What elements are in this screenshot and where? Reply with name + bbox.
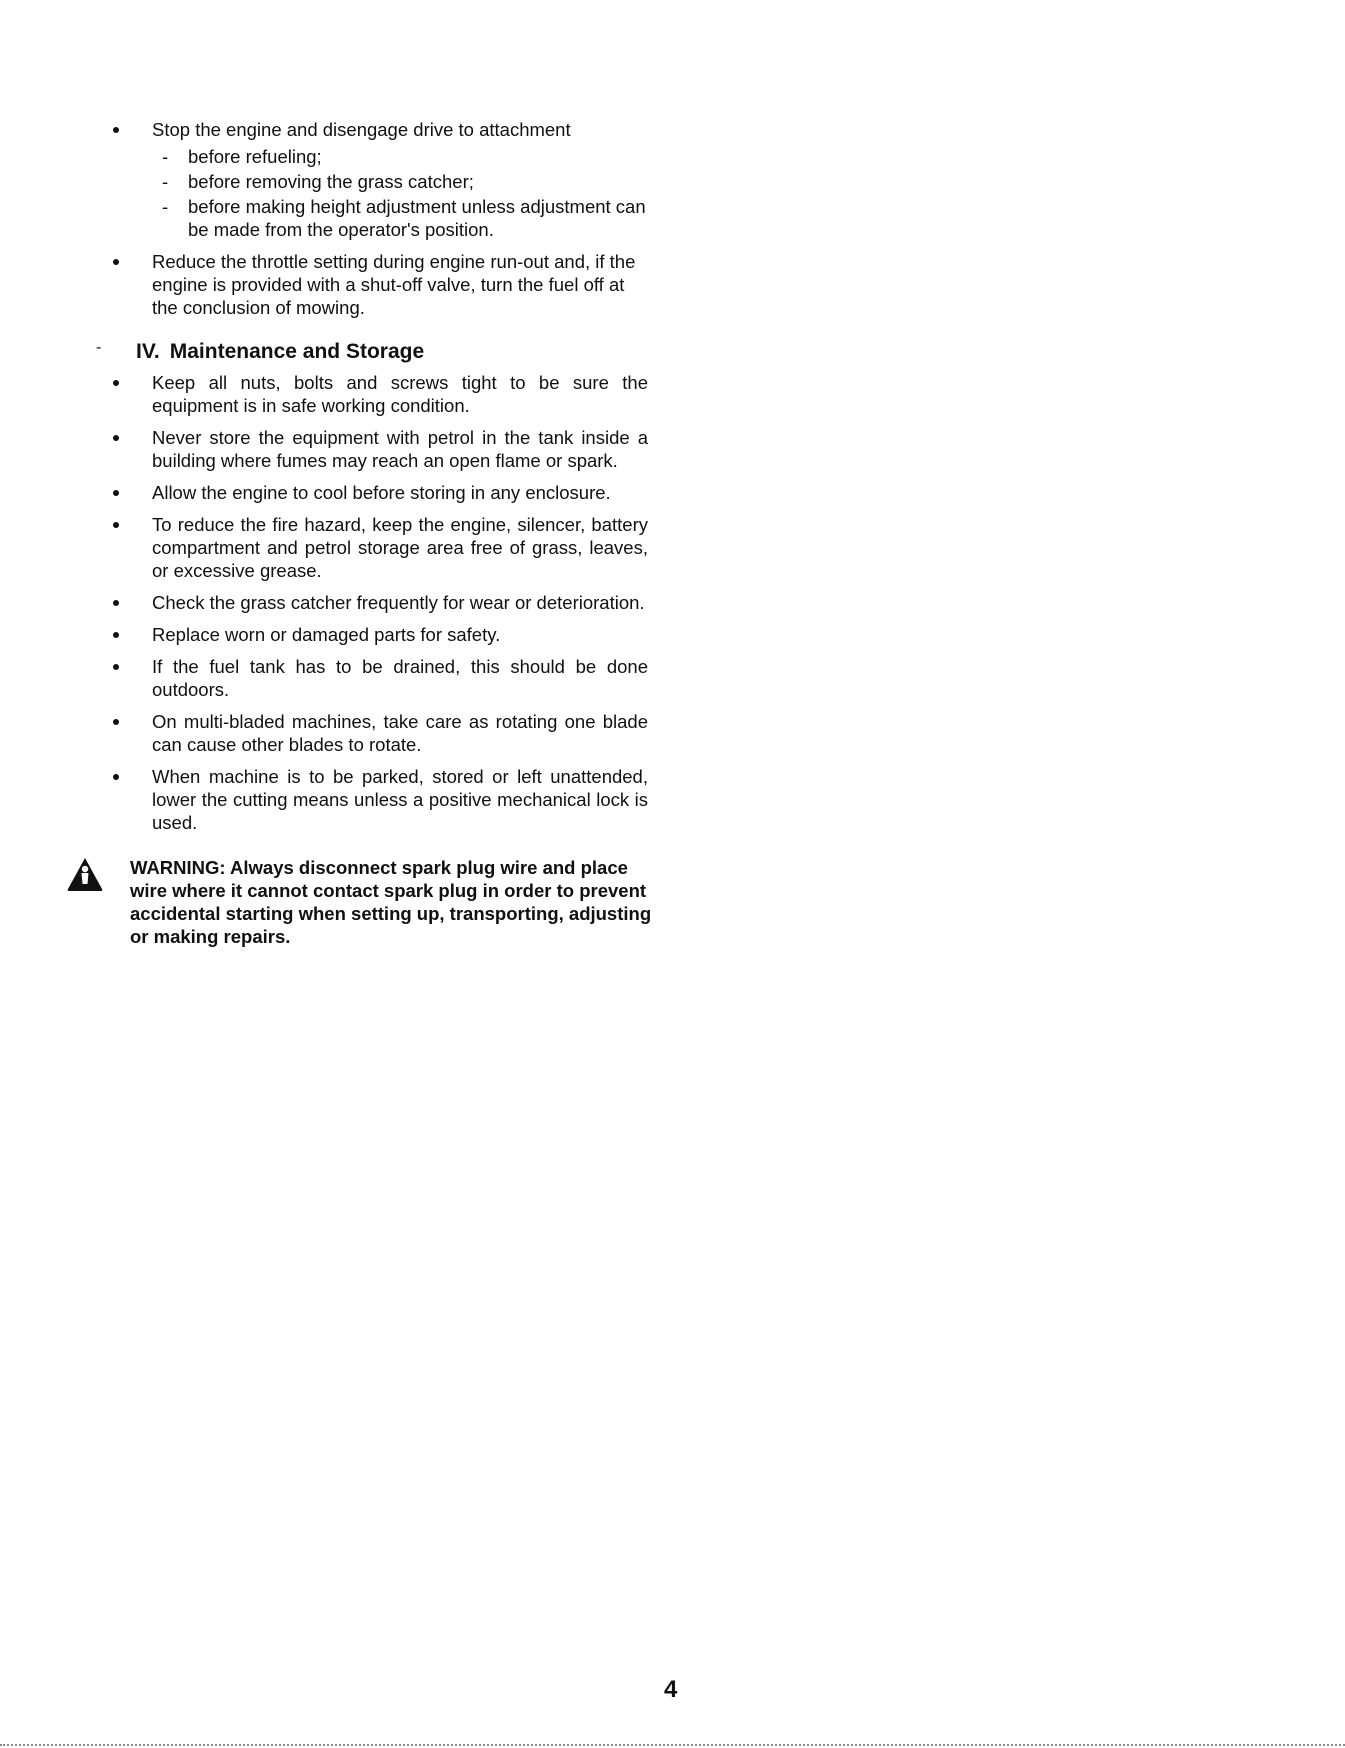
sub-list-item: - before making height adjustment unless adjustment can be made from the operator's position.	[162, 196, 646, 240]
bullet-icon	[113, 127, 119, 133]
bullet-icon	[113, 490, 119, 496]
section-heading	[96, 339, 648, 365]
bullet-icon	[113, 632, 119, 638]
dash-icon: -	[162, 146, 169, 167]
sub-list-item: - before removing the grass catcher;	[162, 171, 474, 192]
warning-block	[82, 856, 660, 948]
list-item	[100, 426, 648, 472]
margin-mark: -	[96, 339, 102, 356]
list-item	[100, 710, 648, 756]
bullet-icon	[113, 719, 119, 725]
bullet-text: When machine is to be parked, stored or left unattended, lower the cutting means unless a positive mechanical lock is used.	[152, 766, 648, 833]
list-item	[100, 655, 648, 701]
dash-icon: -	[162, 171, 169, 192]
section-title: Maintenance and Storage	[169, 340, 425, 363]
list-item	[100, 250, 648, 319]
bullet-text: Reduce the throttle setting during engine run-out and, if the engine is provided with a shut-off valve, turn the fuel off at the conclusion of mowing.	[152, 251, 636, 318]
sub-list	[152, 145, 648, 241]
list-item	[100, 481, 648, 504]
bullet-icon	[113, 380, 119, 386]
sub-list-item: - before refueling;	[162, 146, 322, 167]
bullet-text: Keep all nuts, bolts and screws tight to be sure the equipment is in safe working condition.	[152, 372, 648, 416]
bullet-text: On multi-bladed machines, take care as rotating one blade can cause other blades to rotate.	[152, 711, 648, 755]
bullet-text: Never store the equipment with petrol in the tank inside a building where fumes may reach an open flame or spark.	[152, 427, 648, 471]
list-item	[100, 591, 648, 614]
bullet-text: Stop the engine and disengage drive to attachment	[152, 119, 571, 140]
list-item	[100, 513, 648, 582]
bullet-text: Replace worn or damaged parts for safety.	[152, 624, 501, 645]
warning-triangle-icon	[66, 856, 104, 892]
bullet-icon	[113, 435, 119, 441]
list-item	[100, 118, 648, 241]
bullet-text: Allow the engine to cool before storing in any enclosure.	[152, 482, 611, 503]
bullet-text: To reduce the fire hazard, keep the engine, silencer, battery compartment and petrol storage area free of grass, leaves, or excessive grease.	[152, 514, 648, 581]
bullet-text: Check the grass catcher frequently for wear or deterioration.	[152, 592, 645, 613]
bullet-icon	[113, 259, 119, 265]
bullet-icon	[113, 522, 119, 528]
bullet-icon	[113, 664, 119, 670]
page-bottom-rule	[0, 1744, 1345, 1746]
list-item	[100, 623, 648, 646]
bullet-icon	[113, 774, 119, 780]
section-number: IV.	[136, 340, 160, 363]
list-item	[100, 765, 648, 834]
text-column	[96, 118, 652, 948]
list-item	[100, 371, 648, 417]
warning-text: WARNING: Always disconnect spark plug wire and place wire where it cannot contact spark plug in order to prevent accidental starting when setting up, transporting, adjusting or making repairs.	[130, 857, 652, 947]
page-number: 4	[664, 1676, 678, 1703]
dash-icon: -	[162, 196, 169, 217]
bullet-icon	[113, 600, 119, 606]
bullet-text: If the fuel tank has to be drained, this should be done outdoors.	[152, 656, 648, 700]
